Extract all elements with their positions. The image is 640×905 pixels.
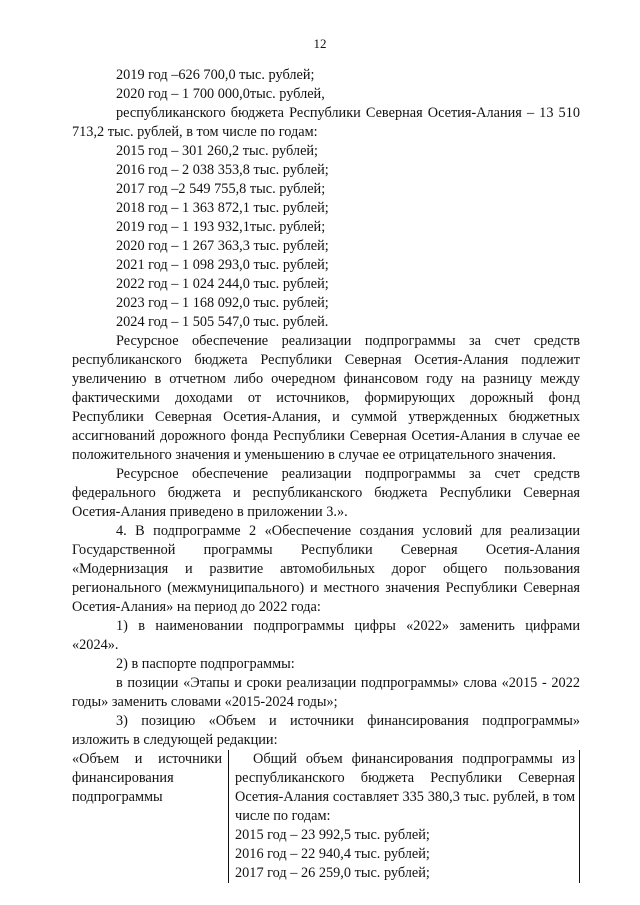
page-number: 12 [313,36,327,51]
paragraph-resource-1: Ресурсное обеспечение реализации подпрограммы за счет средств республиканского бюджета Республики Северная Осетия-Алания подлежит увеличению в отчетном либо очередном финансовом году на разницу между фактическими доходами от источников, формирующих дорожный фонд Республики Северная Осетия-Алания, и суммой утвержденных бюджетных ассигнований дорожного фонда Республики Северная Осетия-Алания в случае ее положительного значения и уменьшению в случае ее отрицательного значения. [72,333,580,463]
financing-table [72,750,580,883]
paragraph-resource-2: Ресурсное обеспечение реализации подпрограммы за счет средств федерального бюджета и республиканского бюджета Республики Северная Осетия-Алания приведено в приложении 3.». [72,466,580,520]
year-line: 2016 год – 2 038 353,8 тыс. рублей; [116,162,329,178]
table-year-line: 2017 год – 26 259,0 тыс. рублей; [235,865,430,881]
item-3: 3) позицию «Объем и источники финансирования подпрограммы» изложить в следующей редакции: [72,713,580,748]
document-body [72,66,580,883]
year-line: 2023 год – 1 168 092,0 тыс. рублей; [116,295,329,311]
table-right-intro: Общий объем финансирования подпрограммы из республиканского бюджета Республики Северная Осетия-Алания составляет 335 380,3 тыс. рублей, в том числе по годам: [235,751,575,824]
item-1: 1) в наименовании подпрограммы цифры «2022» заменить цифрами «2024». [72,618,580,653]
year-line: 2020 год – 1 267 363,3 тыс. рублей; [116,238,329,254]
text-line: 2019 год –626 700,0 тыс. рублей; [116,67,315,83]
item-2-detail: в позиции «Этапы и сроки реализации подпрограммы» слова «2015 - 2022 годы» заменить словами «2015-2024 годы»; [72,675,580,710]
year-line: 2022 год – 1 024 244,0 тыс. рублей; [116,276,329,292]
year-line: 2019 год – 1 193 932,1тыс. рублей; [116,219,326,235]
year-line: 2024 год – 1 505 547,0 тыс. рублей. [116,314,329,330]
table-left-cell: «Объем и источники финансирования подпрограммы [72,750,229,883]
table-year-line: 2016 год – 22 940,4 тыс. рублей; [235,846,430,862]
year-line: 2017 год –2 549 755,8 тыс. рублей; [116,181,326,197]
year-line: 2018 год – 1 363 872,1 тыс. рублей; [116,200,329,216]
paragraph-4: 4. В подпрограмме 2 «Обеспечение создания условий для реализации Государственной программы Республики Северная Осетия-Алания «Модернизация и развитие автомобильных дорог общего пользования регионального (межмуниципального) и местного значения Республики Северная Осетия-Алания» на период до 2022 года: [72,523,580,615]
text-line: 2020 год – 1 700 000,0тыс. рублей, [116,86,325,102]
year-line: 2015 год – 301 260,2 тыс. рублей; [116,143,319,159]
table-right-cell [229,750,580,883]
table-year-line: 2015 год – 23 992,5 тыс. рублей; [235,827,430,843]
year-line: 2021 год – 1 098 293,0 тыс. рублей; [116,257,329,273]
republic-budget-intro: республиканского бюджета Республики Северная Осетия-Алания – 13 510 713,2 тыс. рублей, в том числе по годам: [72,105,580,140]
item-2: 2) в паспорте подпрограммы: [116,656,295,672]
